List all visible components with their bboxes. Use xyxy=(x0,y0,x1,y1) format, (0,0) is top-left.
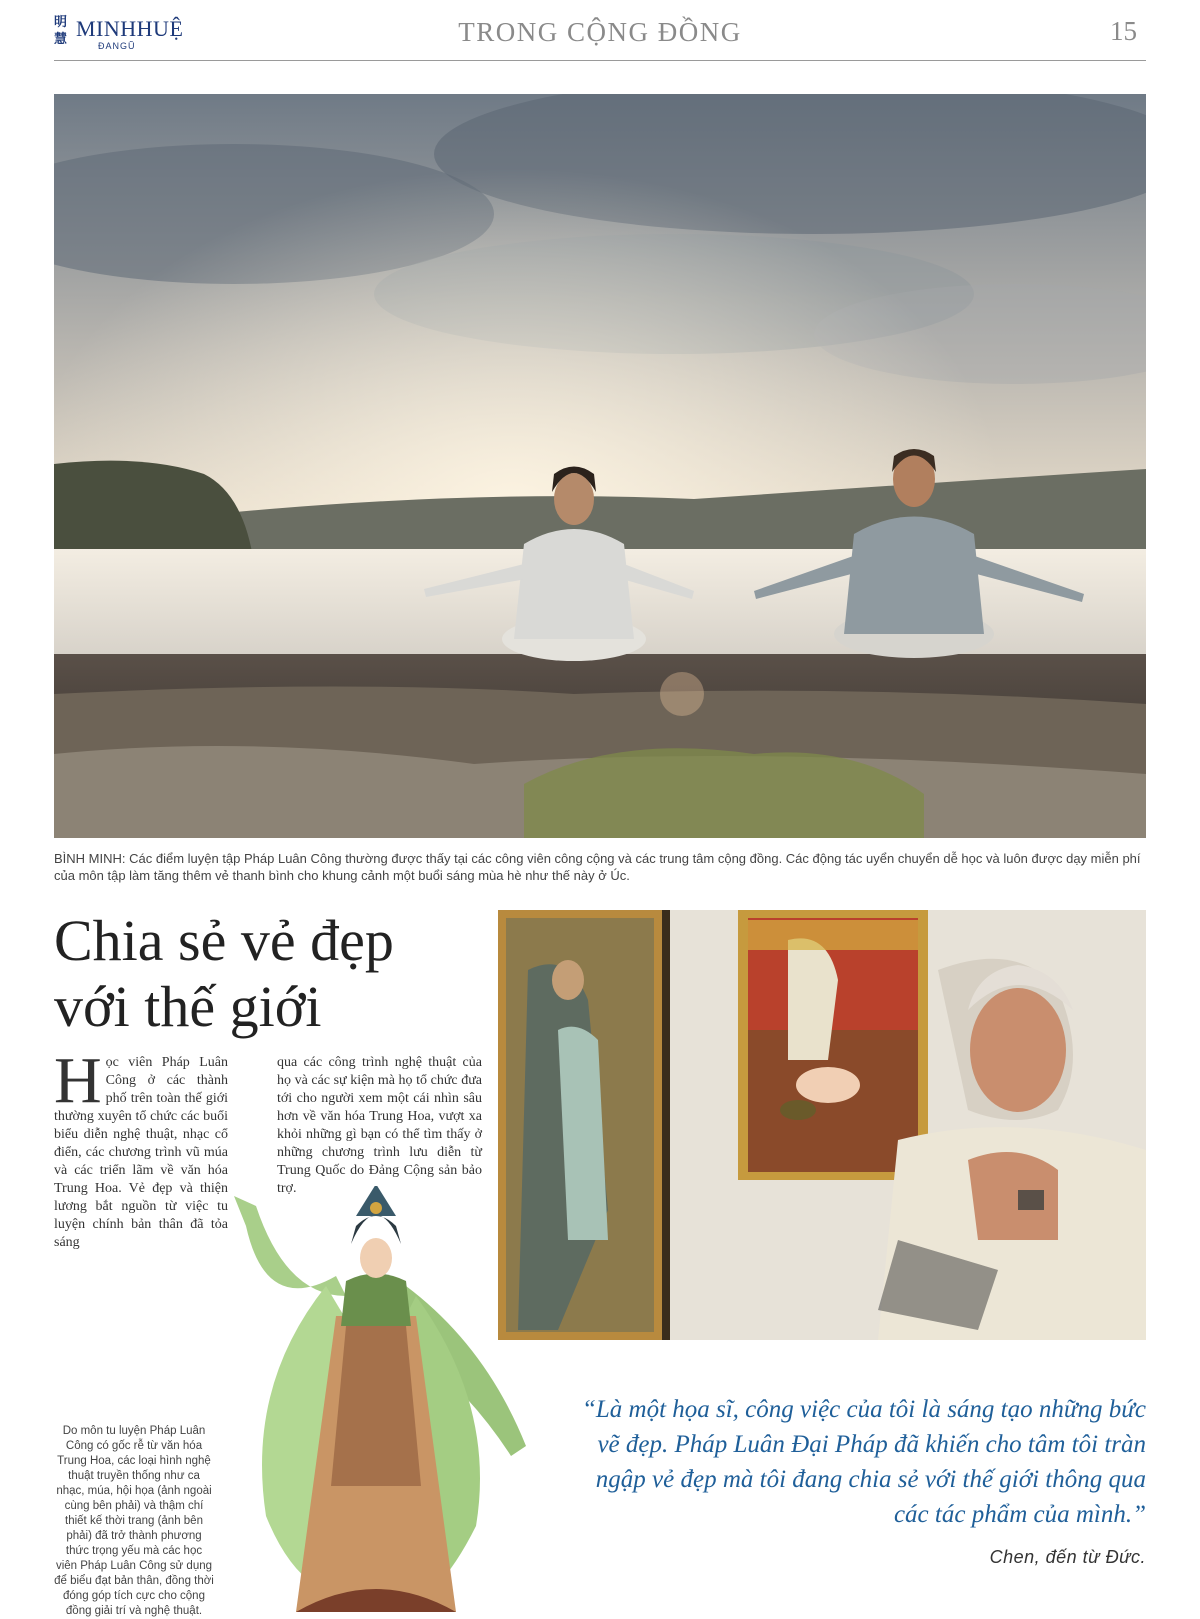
section-title: TRONG CỘNG ĐỒNG xyxy=(458,17,742,47)
art-exhibit-photo xyxy=(498,910,1146,1340)
dancer-costume-photo xyxy=(226,1186,536,1612)
masthead-logo xyxy=(54,14,194,54)
hero-photo-meditation xyxy=(54,94,1146,838)
hero-caption: BÌNH MINH: Các điểm luyện tập Pháp Luân Công thường được thấy tại các công viên công cộng và các trung tâm cộng đồng. Các động tác uyển chuyển dễ học và luôn được dạy miễn phí của môn tập làm tăng thêm vẻ thanh bình cho khung cảnh một buổi sáng mùa hè như thế này ở Úc. xyxy=(54,851,1141,883)
logo-brand: MINHHUỆ xyxy=(76,16,184,41)
sidebar-text: Do môn tu luyện Pháp Luân Công có gốc rễ từ văn hóa Trung Hoa, các loại hình nghệ thuật truyền thống như ca nhạc, múa, hội họa (ảnh ngoài cùng bên phải) và thậm chí thiết kế thời trang (ảnh bên phải) đã trở thành phương thức trọng yếu mà các học viên Pháp Luân Công sử dụng để biểu đạt bản thân, đồng thời đóng góp tích cực cho cộng đồng giải trí và nghệ thuật. xyxy=(54,1425,214,1617)
header-rule xyxy=(54,60,1146,61)
headline-line-2: với thế giới xyxy=(54,974,322,1039)
pull-quote: “Là một họa sĩ, công việc của tôi là sáng tạo những bức vẽ đẹp. Pháp Luân Đại Pháp đã khiến cho tâm tôi tràn ngập vẻ đẹp mà tôi đang chia sẻ với thế giới thông qua các tác phẩm của mình.” xyxy=(581,1396,1146,1528)
page-number: 15 xyxy=(1110,16,1137,46)
column-2-text: qua các công trình nghệ thuật của họ và các sự kiện mà họ tổ chức đưa tới cho người xem một cái nhìn sâu hơn về văn hóa Trung Hoa, vượt xa khỏi những gì bạn có thể tìm thấy ở những chương trình lưu diễn từ Trung Quốc do Đảng Cộng sản bảo trợ. xyxy=(277,1055,482,1196)
headline-line-1: Chia sẻ vẻ đẹp xyxy=(54,908,394,973)
column-1-text: ọc viên Pháp Luân Công ở các thành phố trên toàn thế giới thường xuyên tổ chức các buổi biểu diễn nghệ thuật, nhạc cổ điển, các chương trình vũ múa và các triển lãm về văn hóa Trung Hoa. Vẻ đẹp và thiện lương bắt nguồn từ việc tu luyện chính bản thân đã tỏa sáng xyxy=(54,1055,228,1250)
article-column-1 xyxy=(54,1044,228,1252)
logo-cjk: 明慧 xyxy=(54,15,68,47)
article-headline xyxy=(54,908,474,1040)
logo-subtitle: ĐANGŨ xyxy=(98,41,136,51)
article-column-2 xyxy=(277,1054,482,1198)
pull-quote-source: Chen, đến từ Đức. xyxy=(989,1547,1146,1567)
drop-cap: H xyxy=(54,1044,102,1117)
